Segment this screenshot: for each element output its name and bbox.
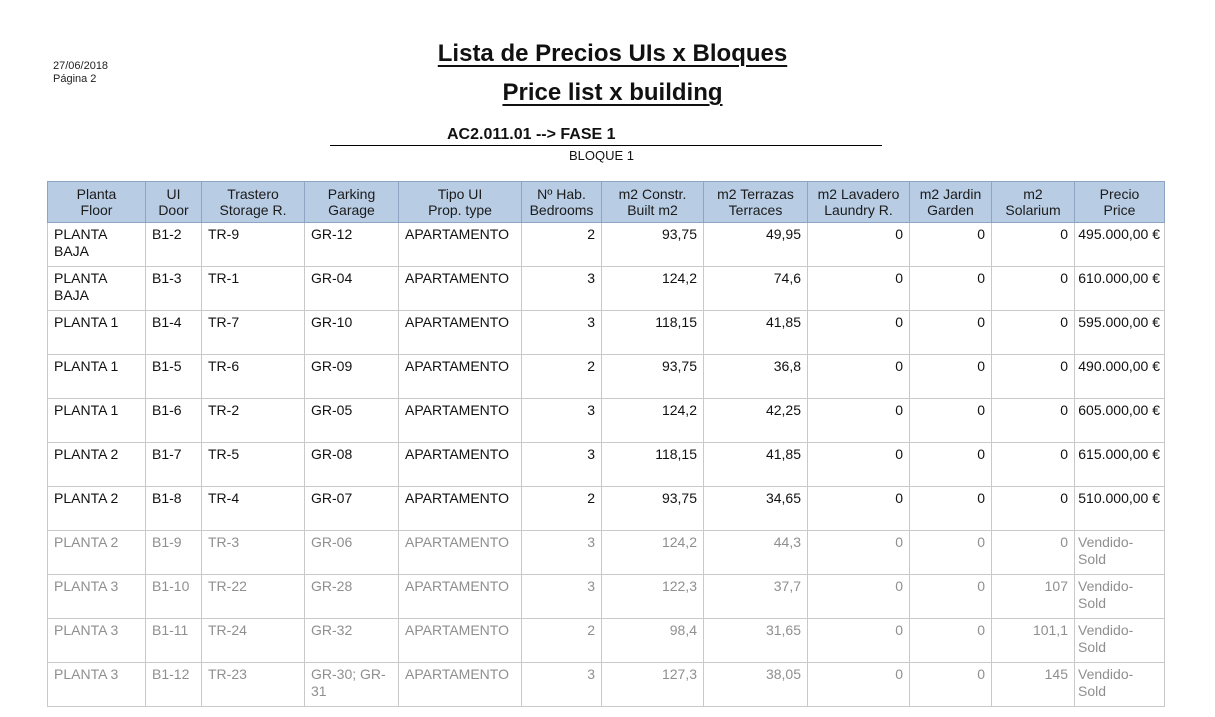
column-header — [48, 182, 146, 223]
table-cell: 495.000,00 € — [1075, 223, 1165, 267]
table-cell: B1-10 — [146, 575, 202, 619]
table-cell: B1-12 — [146, 663, 202, 707]
table-cell: PLANTA 3 — [48, 663, 146, 707]
table-cell: TR-9 — [202, 223, 305, 267]
table-cell: 3 — [522, 575, 602, 619]
table-cell: APARTAMENTO — [399, 311, 522, 355]
price-table — [47, 181, 1165, 707]
table-row — [48, 223, 1165, 267]
table-cell: APARTAMENTO — [399, 399, 522, 443]
table-row — [48, 531, 1165, 575]
table-cell: 3 — [522, 311, 602, 355]
table-cell: 3 — [522, 399, 602, 443]
table-cell: 0 — [910, 663, 992, 707]
table-cell: 38,05 — [704, 663, 808, 707]
table-cell: 101,1 — [992, 619, 1075, 663]
table-cell: 0 — [992, 223, 1075, 267]
table-cell: GR-04 — [305, 267, 399, 311]
table-cell: 127,3 — [602, 663, 704, 707]
table-cell: 93,75 — [602, 355, 704, 399]
table-cell: 610.000,00 € — [1075, 267, 1165, 311]
table-row — [48, 311, 1165, 355]
column-header — [910, 182, 992, 223]
table-cell: 0 — [992, 443, 1075, 487]
table-body — [48, 223, 1165, 707]
table-cell: APARTAMENTO — [399, 355, 522, 399]
table-cell: 0 — [992, 487, 1075, 531]
table-cell: B1-4 — [146, 311, 202, 355]
table-cell: 0 — [808, 575, 910, 619]
table-cell: GR-08 — [305, 443, 399, 487]
table-cell: Vendido-Sold — [1075, 575, 1165, 619]
table-cell: B1-11 — [146, 619, 202, 663]
table-cell: 0 — [910, 355, 992, 399]
table-cell: 124,2 — [602, 531, 704, 575]
table-cell: 0 — [910, 267, 992, 311]
table-row — [48, 663, 1165, 707]
table-cell: 0 — [808, 267, 910, 311]
table-cell: GR-28 — [305, 575, 399, 619]
table-cell: APARTAMENTO — [399, 619, 522, 663]
table-cell: PLANTA 2 — [48, 531, 146, 575]
table-cell: 122,3 — [602, 575, 704, 619]
table-cell: 0 — [992, 311, 1075, 355]
table-cell: 0 — [910, 443, 992, 487]
table-cell: 41,85 — [704, 311, 808, 355]
table-cell: 0 — [808, 487, 910, 531]
table-cell: 44,3 — [704, 531, 808, 575]
column-header-label: Planta — [76, 186, 117, 202]
table-cell: Vendido-Sold — [1075, 531, 1165, 575]
table-cell: 0 — [992, 399, 1075, 443]
column-header-label: m2 Constr. — [618, 186, 687, 202]
table-cell: PLANTA BAJA — [48, 223, 146, 267]
table-cell: 0 — [808, 399, 910, 443]
column-header-sublabel: Price — [1103, 202, 1136, 218]
table-cell: 2 — [522, 223, 602, 267]
column-header-sublabel: Laundry R. — [824, 202, 893, 218]
table-cell: 0 — [808, 355, 910, 399]
table-cell: PLANTA 2 — [48, 487, 146, 531]
table-cell: PLANTA 3 — [48, 619, 146, 663]
table-cell: APARTAMENTO — [399, 575, 522, 619]
table-cell: 0 — [808, 663, 910, 707]
table-cell: 0 — [910, 619, 992, 663]
table-cell: 124,2 — [602, 399, 704, 443]
table-cell: 490.000,00 € — [1075, 355, 1165, 399]
column-header — [522, 182, 602, 223]
column-header — [399, 182, 522, 223]
table-cell: GR-30; GR-31 — [305, 663, 399, 707]
table-cell: 49,95 — [704, 223, 808, 267]
table-cell: GR-32 — [305, 619, 399, 663]
table-cell: 0 — [992, 355, 1075, 399]
table-cell: 2 — [522, 619, 602, 663]
table-cell: 2 — [522, 487, 602, 531]
table-cell: 0 — [910, 399, 992, 443]
table-cell: APARTAMENTO — [399, 223, 522, 267]
table-cell: 37,7 — [704, 575, 808, 619]
table-cell: B1-2 — [146, 223, 202, 267]
table-cell: 0 — [992, 531, 1075, 575]
table-cell: 98,4 — [602, 619, 704, 663]
table-cell: APARTAMENTO — [399, 663, 522, 707]
column-header-label: m2 Jardin — [919, 186, 982, 202]
table-cell: TR-5 — [202, 443, 305, 487]
table-cell: GR-07 — [305, 487, 399, 531]
column-header-label: Tipo UI — [437, 186, 483, 202]
table-cell: 0 — [808, 311, 910, 355]
column-header-label: Nº Hab. — [537, 186, 586, 202]
table-header-row — [48, 182, 1165, 223]
report-date: 27/06/2018 — [53, 60, 109, 72]
table-cell: 0 — [910, 531, 992, 575]
table-cell: 145 — [992, 663, 1075, 707]
table-cell: TR-6 — [202, 355, 305, 399]
table-cell: PLANTA 3 — [48, 575, 146, 619]
table-cell: APARTAMENTO — [399, 531, 522, 575]
block-label: BLOQUE 1 — [569, 148, 635, 163]
column-header — [992, 182, 1075, 223]
column-header — [146, 182, 202, 223]
table-cell: APARTAMENTO — [399, 487, 522, 531]
table-cell: Vendido-Sold — [1075, 619, 1165, 663]
phase-heading — [330, 125, 882, 146]
table-cell: 107 — [992, 575, 1075, 619]
table-row — [48, 399, 1165, 443]
table-cell: 42,25 — [704, 399, 808, 443]
table-cell: 34,65 — [704, 487, 808, 531]
table-row — [48, 575, 1165, 619]
table-cell: 615.000,00 € — [1075, 443, 1165, 487]
column-header-sublabel: Prop. type — [428, 202, 492, 218]
table-row — [48, 487, 1165, 531]
table-cell: 510.000,00 € — [1075, 487, 1165, 531]
page-subtitle: Price list x building — [502, 79, 723, 106]
table-cell: 0 — [808, 531, 910, 575]
table-cell: 124,2 — [602, 267, 704, 311]
column-header — [808, 182, 910, 223]
table-cell: 74,6 — [704, 267, 808, 311]
table-cell: B1-8 — [146, 487, 202, 531]
table-cell: GR-12 — [305, 223, 399, 267]
table-cell: 0 — [910, 223, 992, 267]
table-cell: 0 — [808, 223, 910, 267]
table-cell: GR-10 — [305, 311, 399, 355]
table-cell: 2 — [522, 355, 602, 399]
table-cell: 93,75 — [602, 487, 704, 531]
column-header-sublabel: Built m2 — [627, 202, 678, 218]
table-row — [48, 355, 1165, 399]
table-cell: TR-1 — [202, 267, 305, 311]
table-cell: 118,15 — [602, 443, 704, 487]
table-cell: 3 — [522, 267, 602, 311]
table-cell: TR-24 — [202, 619, 305, 663]
column-header — [1075, 182, 1165, 223]
table-cell: 0 — [808, 443, 910, 487]
table-cell: Vendido-Sold — [1075, 663, 1165, 707]
column-header — [305, 182, 399, 223]
column-header-label: m2 Terrazas — [717, 186, 794, 202]
column-header-label: UI — [166, 186, 181, 202]
column-header-sublabel: Bedrooms — [529, 202, 594, 218]
table-row — [48, 619, 1165, 663]
table-cell: 0 — [910, 575, 992, 619]
table-cell: TR-22 — [202, 575, 305, 619]
phase-label: AC2.011.01 --> FASE 1 — [447, 126, 616, 143]
table-cell: 3 — [522, 663, 602, 707]
table-cell: TR-7 — [202, 311, 305, 355]
column-header-label: Precio — [1099, 186, 1140, 202]
table-cell: 36,8 — [704, 355, 808, 399]
column-header — [704, 182, 808, 223]
table-cell: TR-2 — [202, 399, 305, 443]
table-cell: 118,15 — [602, 311, 704, 355]
table-cell: B1-6 — [146, 399, 202, 443]
table-cell: B1-7 — [146, 443, 202, 487]
table-row — [48, 443, 1165, 487]
table-cell: PLANTA 1 — [48, 355, 146, 399]
table-cell: PLANTA 1 — [48, 399, 146, 443]
table-cell: 0 — [910, 311, 992, 355]
page-number: Página 2 — [53, 73, 97, 85]
table-cell: TR-3 — [202, 531, 305, 575]
table-cell: PLANTA 2 — [48, 443, 146, 487]
table-cell: APARTAMENTO — [399, 443, 522, 487]
table-cell: 605.000,00 € — [1075, 399, 1165, 443]
table-cell: B1-3 — [146, 267, 202, 311]
column-header-label: Parking — [327, 186, 376, 202]
table-cell: PLANTA BAJA — [48, 267, 146, 311]
table-cell: 0 — [808, 619, 910, 663]
column-header-sublabel: Door — [158, 202, 189, 218]
column-header-sublabel: Garden — [927, 202, 974, 218]
table-cell: TR-23 — [202, 663, 305, 707]
column-header-sublabel: Floor — [80, 202, 113, 218]
page-title: Lista de Precios UIs x Bloques — [437, 40, 788, 67]
table-cell: 3 — [522, 443, 602, 487]
table-cell: 41,85 — [704, 443, 808, 487]
table-cell: GR-09 — [305, 355, 399, 399]
table-cell: B1-5 — [146, 355, 202, 399]
table-cell: 93,75 — [602, 223, 704, 267]
table-cell: PLANTA 1 — [48, 311, 146, 355]
column-header-label: Trastero — [227, 186, 279, 202]
table-cell: 31,65 — [704, 619, 808, 663]
table-cell: APARTAMENTO — [399, 267, 522, 311]
column-header — [602, 182, 704, 223]
column-header-sublabel: Storage R. — [219, 202, 287, 218]
table-cell: TR-4 — [202, 487, 305, 531]
column-header-sublabel: Solarium — [1005, 202, 1061, 218]
table-cell: 3 — [522, 531, 602, 575]
table-cell: B1-9 — [146, 531, 202, 575]
table-row — [48, 267, 1165, 311]
table-cell: 0 — [910, 487, 992, 531]
column-header-label: m2 — [1023, 186, 1043, 202]
table-cell: GR-05 — [305, 399, 399, 443]
table-cell: 0 — [992, 267, 1075, 311]
table-cell: 595.000,00 € — [1075, 311, 1165, 355]
column-header — [202, 182, 305, 223]
column-header-sublabel: Terraces — [728, 202, 783, 218]
column-header-sublabel: Garage — [328, 202, 375, 218]
column-header-label: m2 Lavadero — [817, 186, 900, 202]
table-cell: GR-06 — [305, 531, 399, 575]
